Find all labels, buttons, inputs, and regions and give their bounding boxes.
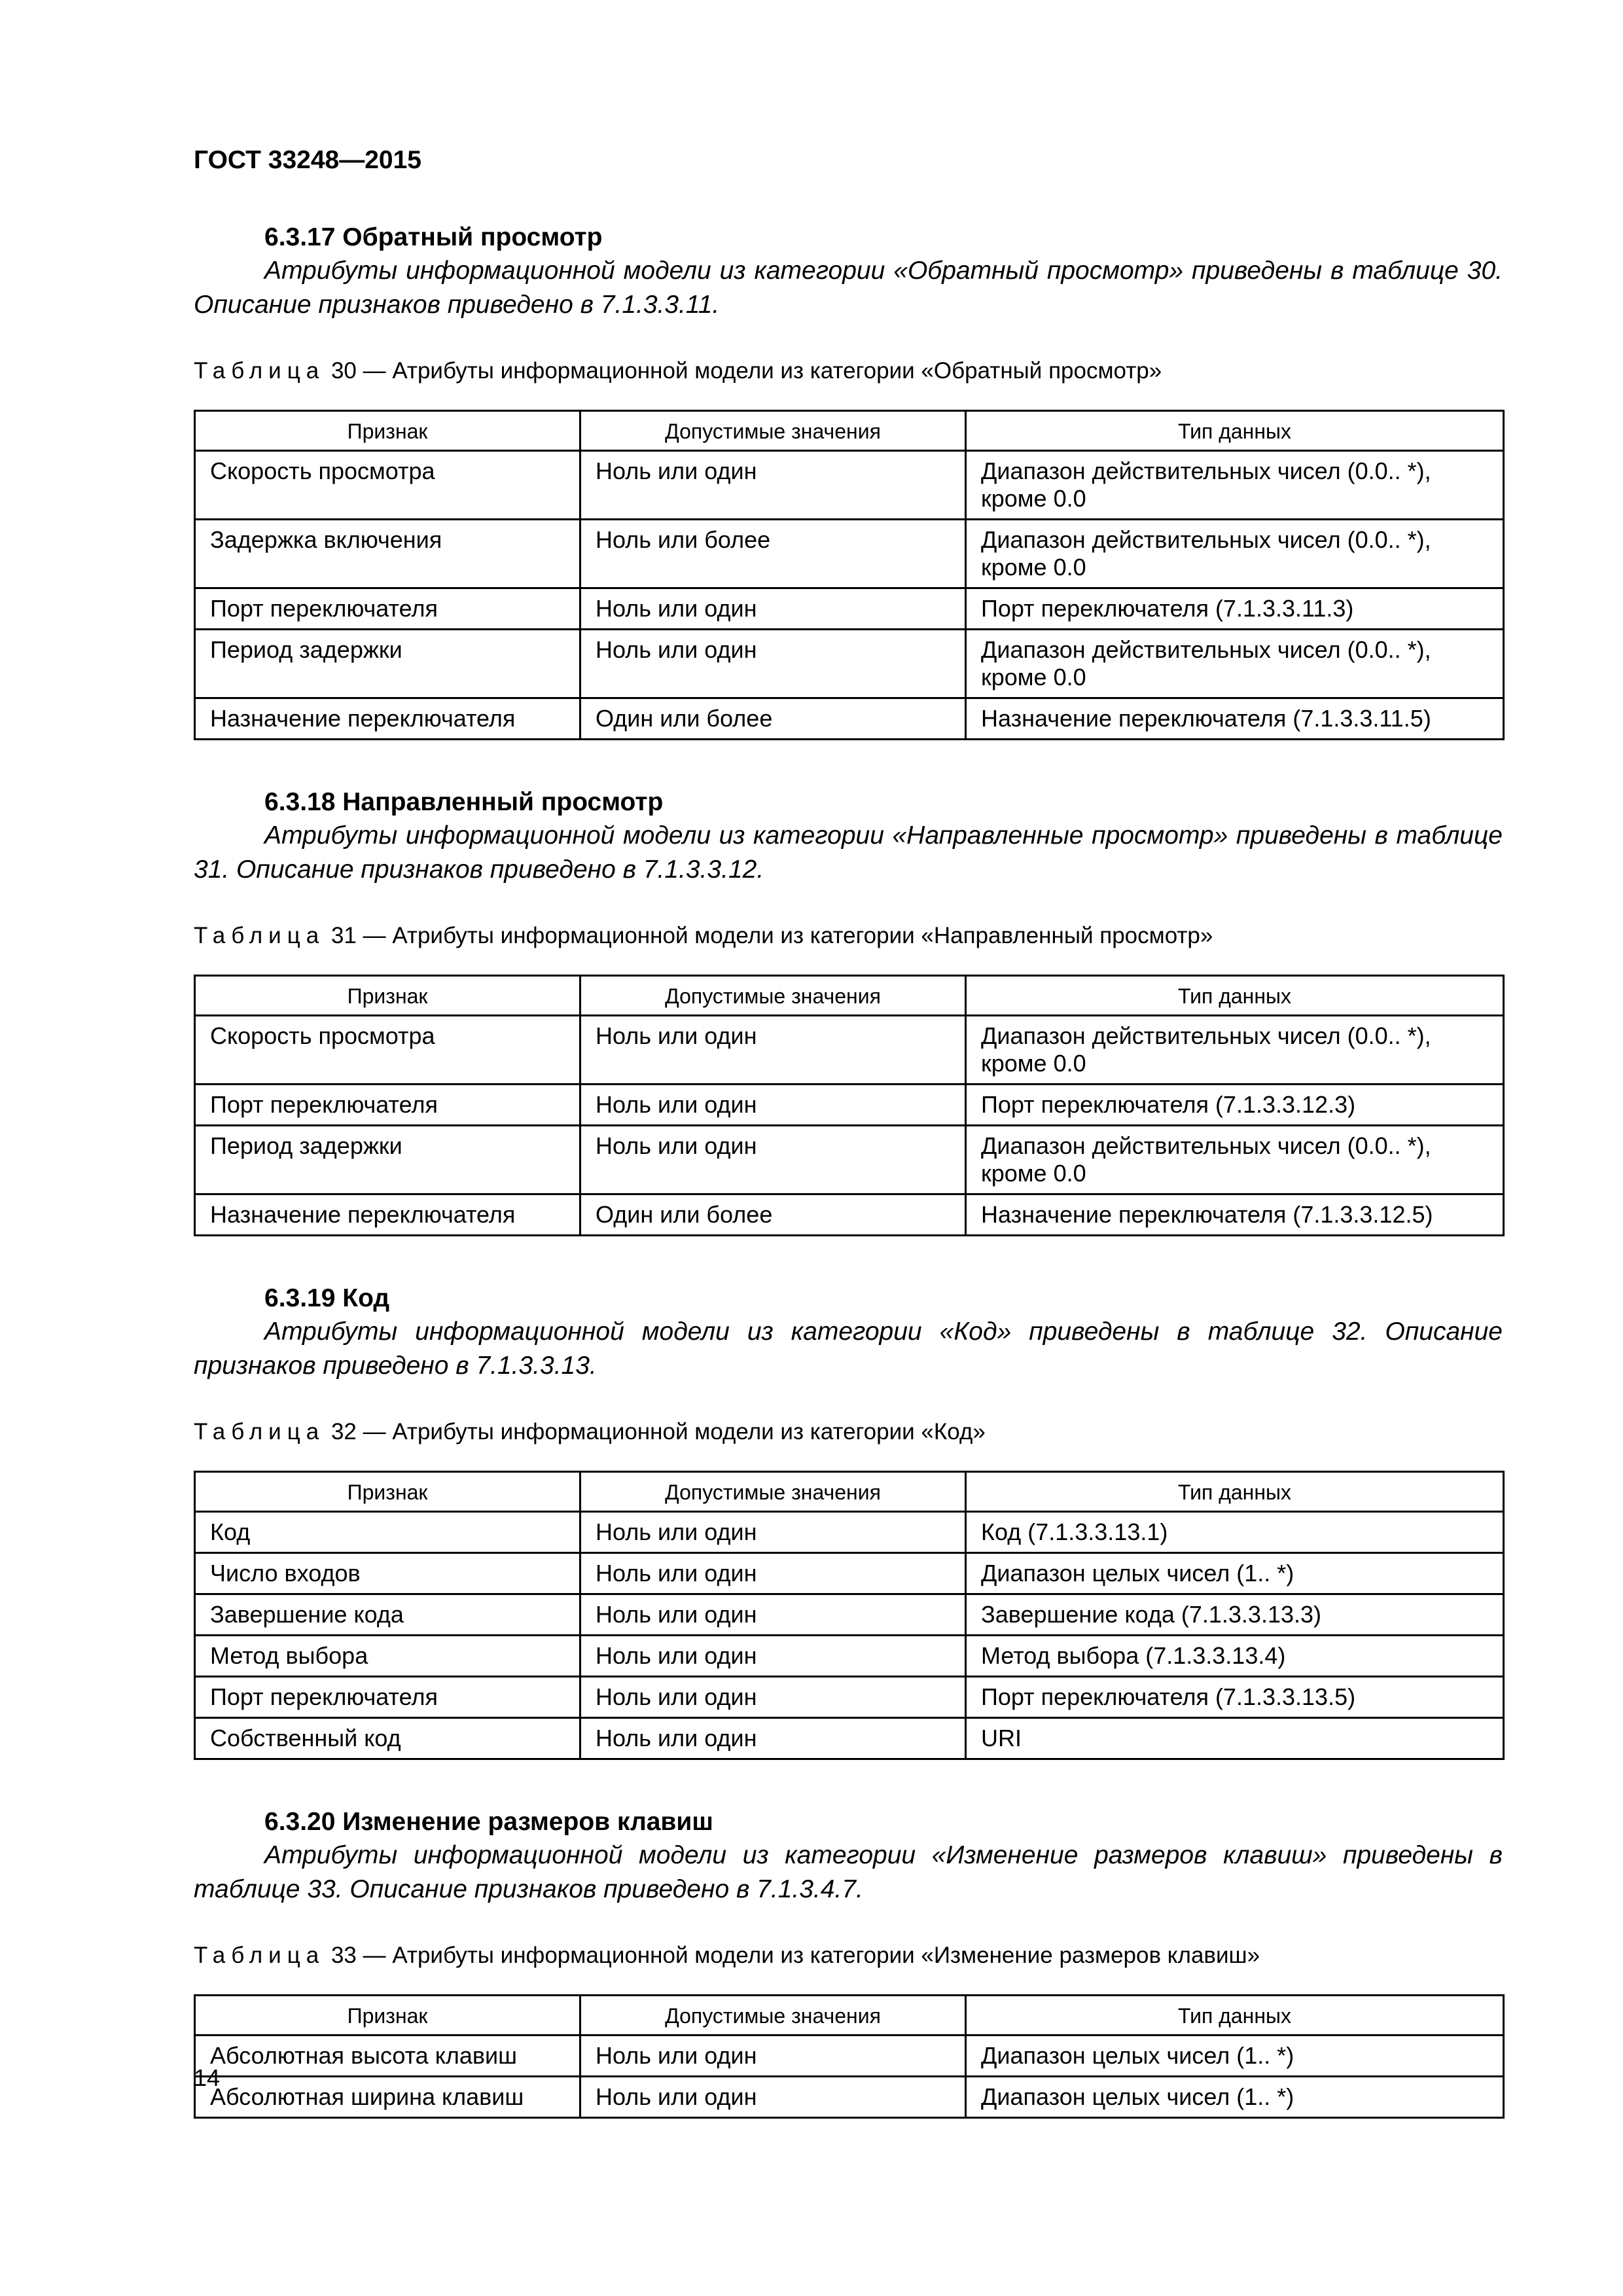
section (194, 1806, 1503, 2119)
table-cell: Метод выбора (7.1.3.3.13.4) (966, 1636, 1504, 1677)
table-cell: Код (195, 1512, 580, 1553)
attributes-table (194, 410, 1505, 740)
table-row (195, 1718, 1504, 1759)
table-caption-text: 30 — Атрибуты информационной модели из категории «Обратный просмотр» (330, 358, 1162, 384)
table-body (195, 451, 1504, 740)
table-cell: Скорость просмотра (195, 1016, 580, 1085)
table-row (195, 1194, 1504, 1236)
table-caption (194, 921, 1503, 951)
table-cell: Диапазон целых чисел (1.. *) (966, 2077, 1504, 2118)
table-caption-text: 33 — Атрибуты информационной модели из категории «Изменение размеров клавиш» (330, 1943, 1260, 1968)
table-row (195, 1594, 1504, 1636)
table-cell: Порт переключателя (195, 588, 580, 630)
table-caption-word: Таблица (194, 358, 325, 384)
table-body (195, 1512, 1504, 1759)
table-cell: URI (966, 1718, 1504, 1759)
table-row (195, 2036, 1504, 2077)
table-cell: Назначение переключателя (195, 698, 580, 740)
table-cell: Ноль или один (580, 1553, 966, 1594)
document-header: ГОСТ 33248—2015 (194, 146, 421, 174)
column-header: Допустимые значения (580, 1996, 966, 2036)
table-caption-text: 31 — Атрибуты информационной модели из категории «Направленный просмотр» (330, 923, 1213, 948)
table-cell: Ноль или один (580, 1016, 966, 1085)
table-cell: Один или более (580, 698, 966, 740)
page-number: 14 (194, 2064, 221, 2091)
attributes-table (194, 975, 1505, 1236)
table-cell: Период задержки (195, 1126, 580, 1194)
table-cell: Завершение кода (195, 1594, 580, 1636)
table-caption (194, 356, 1503, 386)
document-page (194, 144, 1503, 2164)
table-cell: Ноль или один (580, 588, 966, 630)
column-header: Допустимые значения (580, 976, 966, 1016)
table-cell: Порт переключателя (7.1.3.3.11.3) (966, 588, 1504, 630)
column-header: Признак (195, 1996, 580, 2036)
table-cell: Абсолютная высота клавиш (195, 2036, 580, 2077)
table-row (195, 1677, 1504, 1718)
table-cell: Диапазон целых чисел (1.. *) (966, 2036, 1504, 2077)
column-header: Признак (195, 1472, 580, 1512)
table-row (195, 1553, 1504, 1594)
section-title: 6.3.18 Направленный просмотр (264, 788, 664, 816)
table-cell: Абсолютная ширина клавиш (195, 2077, 580, 2118)
table-cell: Число входов (195, 1553, 580, 1594)
table-row (195, 698, 1504, 740)
section (194, 221, 1503, 740)
table-cell: Диапазон действительных чисел (0.0.. *), кроме 0.0 (966, 520, 1504, 588)
table-caption-text: 32 — Атрибуты информационной модели из категории «Код» (330, 1419, 986, 1444)
column-header: Тип данных (966, 1472, 1504, 1512)
table-cell: Назначение переключателя (7.1.3.3.12.5) (966, 1194, 1504, 1236)
column-header: Допустимые значения (580, 1472, 966, 1512)
section-text: Атрибуты информационной модели из категории «Код» приведены в таблице 32. Описание признаков приведено в 7.1.3.3.13. (194, 1318, 1503, 1380)
section (194, 786, 1503, 1236)
table-row (195, 520, 1504, 588)
table-cell: Ноль или более (580, 520, 966, 588)
column-header: Допустимые значения (580, 411, 966, 451)
table-caption (194, 1941, 1503, 1971)
table-cell: Диапазон действительных чисел (0.0.. *), кроме 0.0 (966, 1016, 1504, 1085)
section-title: 6.3.17 Обратный просмотр (264, 223, 603, 251)
table-cell: Ноль или один (580, 1677, 966, 1718)
table-cell: Ноль или один (580, 630, 966, 698)
table-cell: Порт переключателя (195, 1085, 580, 1126)
attributes-table (194, 1471, 1505, 1760)
table-row (195, 1016, 1504, 1085)
table-cell: Скорость просмотра (195, 451, 580, 520)
table-cell: Диапазон действительных чисел (0.0.. *), кроме 0.0 (966, 1126, 1504, 1194)
table-cell: Диапазон действительных чисел (0.0.. *), кроме 0.0 (966, 630, 1504, 698)
table-cell: Метод выбора (195, 1636, 580, 1677)
section (194, 1282, 1503, 1760)
column-header: Тип данных (966, 1996, 1504, 2036)
table-row (195, 1636, 1504, 1677)
column-header: Признак (195, 976, 580, 1016)
table-caption-word: Таблица (194, 1419, 325, 1444)
table-row (195, 1512, 1504, 1553)
table-row (195, 1126, 1504, 1194)
table-cell: Ноль или один (580, 2036, 966, 2077)
table-cell: Порт переключателя (195, 1677, 580, 1718)
table-cell: Ноль или один (580, 1512, 966, 1553)
table-cell: Диапазон целых чисел (1.. *) (966, 1553, 1504, 1594)
table-cell: Ноль или один (580, 2077, 966, 2118)
table-header-row (195, 1472, 1504, 1512)
table-caption-word: Таблица (194, 1943, 325, 1968)
table-header-row (195, 976, 1504, 1016)
table-body (195, 2036, 1504, 2118)
table-row (195, 451, 1504, 520)
sections-container (194, 221, 1503, 2119)
table-cell: Назначение переключателя (7.1.3.3.11.5) (966, 698, 1504, 740)
table-cell: Собственный код (195, 1718, 580, 1759)
section-text: Атрибуты информационной модели из категории «Направленные просмотр» приведены в таблице 31. Описание признаков приведено в 7.1.3.3.12. (194, 821, 1503, 884)
table-cell: Порт переключателя (7.1.3.3.12.3) (966, 1085, 1504, 1126)
table-cell: Задержка включения (195, 520, 580, 588)
table-header-row (195, 411, 1504, 451)
table-caption (194, 1417, 1503, 1447)
table-cell: Один или более (580, 1194, 966, 1236)
attributes-table (194, 1994, 1505, 2119)
table-caption-word: Таблица (194, 923, 325, 948)
table-cell: Диапазон действительных чисел (0.0.. *), кроме 0.0 (966, 451, 1504, 520)
section-text: Атрибуты информационной модели из категории «Изменение размеров клавиш» приведены в таблице 33. Описание признаков приведено в 7.1.3.4.7. (194, 1841, 1503, 1903)
table-cell: Ноль или один (580, 1636, 966, 1677)
table-row (195, 2077, 1504, 2118)
table-body (195, 1016, 1504, 1236)
table-row (195, 630, 1504, 698)
column-header: Признак (195, 411, 580, 451)
table-header-row (195, 1996, 1504, 2036)
table-cell: Ноль или один (580, 1718, 966, 1759)
column-header: Тип данных (966, 976, 1504, 1016)
table-cell: Код (7.1.3.3.13.1) (966, 1512, 1504, 1553)
column-header: Тип данных (966, 411, 1504, 451)
section-title: 6.3.20 Изменение размеров клавиш (264, 1808, 713, 1836)
table-cell: Период задержки (195, 630, 580, 698)
table-cell: Ноль или один (580, 1085, 966, 1126)
table-cell: Ноль или один (580, 1594, 966, 1636)
table-row (195, 588, 1504, 630)
table-cell: Ноль или один (580, 451, 966, 520)
section-text: Атрибуты информационной модели из категории «Обратный просмотр» приведены в таблице 30. Описание признаков приведено в 7.1.3.3.11. (194, 257, 1503, 319)
table-row (195, 1085, 1504, 1126)
table-cell: Ноль или один (580, 1126, 966, 1194)
table-cell: Назначение переключателя (195, 1194, 580, 1236)
section-title: 6.3.19 Код (264, 1284, 390, 1312)
table-cell: Порт переключателя (7.1.3.3.13.5) (966, 1677, 1504, 1718)
table-cell: Завершение кода (7.1.3.3.13.3) (966, 1594, 1504, 1636)
